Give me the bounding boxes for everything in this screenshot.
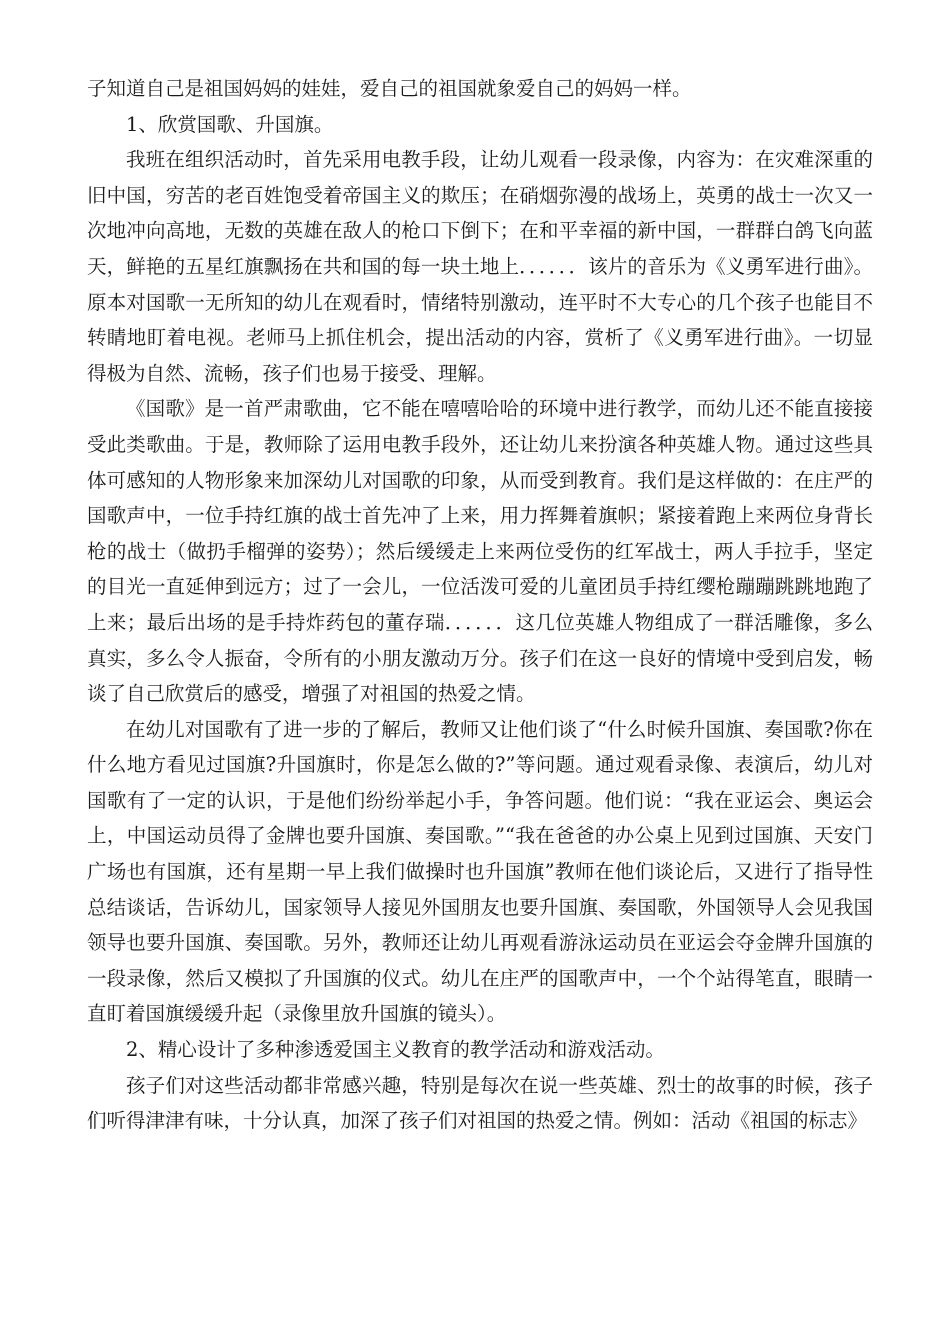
paragraph-hero-stories: 孩子们对这些活动都非常感兴趣，特别是每次在说一些英雄、烈士的故事的时候，孩子们听得津津有味，十分认真，加深了孩子们对祖国的热爱之情。例如：活动《祖国的标志》 bbox=[87, 1073, 873, 1133]
section-heading-activities: 2、精心设计了多种渗透爱国主义教育的教学活动和游戏活动。 bbox=[126, 1038, 665, 1062]
paragraph-hero-roleplay: 《国歌》是一首严肃歌曲，它不能在嘻嘻哈哈的环境中进行教学，而幼儿还不能直接接受此类歌曲。于是，教师除了运用电教手段外，还让幼儿来扮演各种英雄人物。通过这些具体可感知的人物形象来加深幼儿对国歌的印象，从而受到教育。我们是这样做的：在庄严的国歌声中，一位手持红旗的战士首先冲了上来，用力挥舞着旗帜；紧接着跑上来两位身背长枪的战士（做扔手榴弹的姿势）；然后缓缓走上来两位受伤的红军战士，两人手拉手，坚定的目光一直延伸到远方；过了一会儿，一位活泼可爱的儿童团员手持红缨枪蹦蹦跳跳地跑了上来；最后出场的是手持炸药包的董存瑞．．．．．．这几位英雄人物组成了一群活雕像，多么真实，多么令人振奋，令所有的小朋友激动万分。孩子们在这一良好的情境中受到启发，畅谈了自己欣赏后的感受，增强了对祖国的热爱之情。 bbox=[87, 397, 873, 706]
paragraph-flag-discussion: 在幼儿对国歌有了进一步的了解后，教师又让他们谈了“什么时候升国旗、奏国歌?你在什么地方看见过国旗?升国旗时，你是怎么做的?”等问题。通过观看录像、表演后，幼儿对国歌有了一定的认识，于是他们纷纷举起小手，争答问题。他们说：“我在亚运会、奥运会上，中国运动员得了金牌也要升国旗、奏国歌。”“我在爸爸的办公桌上见到过国旗、天安门广场也有国旗，还有星期一早上我们做操时也升国旗”教师在他们谈论后，又进行了指导性总结谈话，告诉幼儿，国家领导人接见外国朋友也要升国旗、奏国歌，外国领导人会见我国领导也要升国旗、奏国歌。另外，教师还让幼儿再观看游泳运动员在亚运会夺金牌升国旗的一段录像，然后又模拟了升国旗的仪式。幼儿在庄严的国歌声中，一个个站得笔直，眼睛一直盯着国旗缓缓升起（录像里放升国旗的镜头）。 bbox=[87, 717, 873, 1026]
paragraph-video-activity: 我班在组织活动时，首先采用电教手段，让幼儿观看一段录像，内容为：在灾难深重的旧中国，穷苦的老百姓饱受着帝国主义的欺压；在硝烟弥漫的战场上，英勇的战士一次又一次地冲向高地，无数的英雄在敌人的枪口下倒下；在和平幸福的新中国，一群群白鸽飞向蓝天，鲜艳的五星红旗飘扬在共和国的每一块土地上．．．．．．该片的音乐为《义勇军进行曲》。原本对国歌一无所知的幼儿在观看时，情绪特别激动，连平时不大专心的几个孩子也能目不转睛地盯着电视。老师马上抓住机会，提出活动的内容，赏析了《义勇军进行曲》。一切显得极为自然、流畅，孩子们也易于接受、理解。 bbox=[87, 148, 873, 385]
paragraph-continuation: 子知道自己是祖国妈妈的娃娃，爱自己的祖国就象爱自己的妈妈一样。 bbox=[87, 77, 692, 100]
document-body bbox=[87, 71, 873, 1139]
section-heading-anthem-flag: 1、欣赏国歌、升国旗。 bbox=[126, 112, 334, 136]
